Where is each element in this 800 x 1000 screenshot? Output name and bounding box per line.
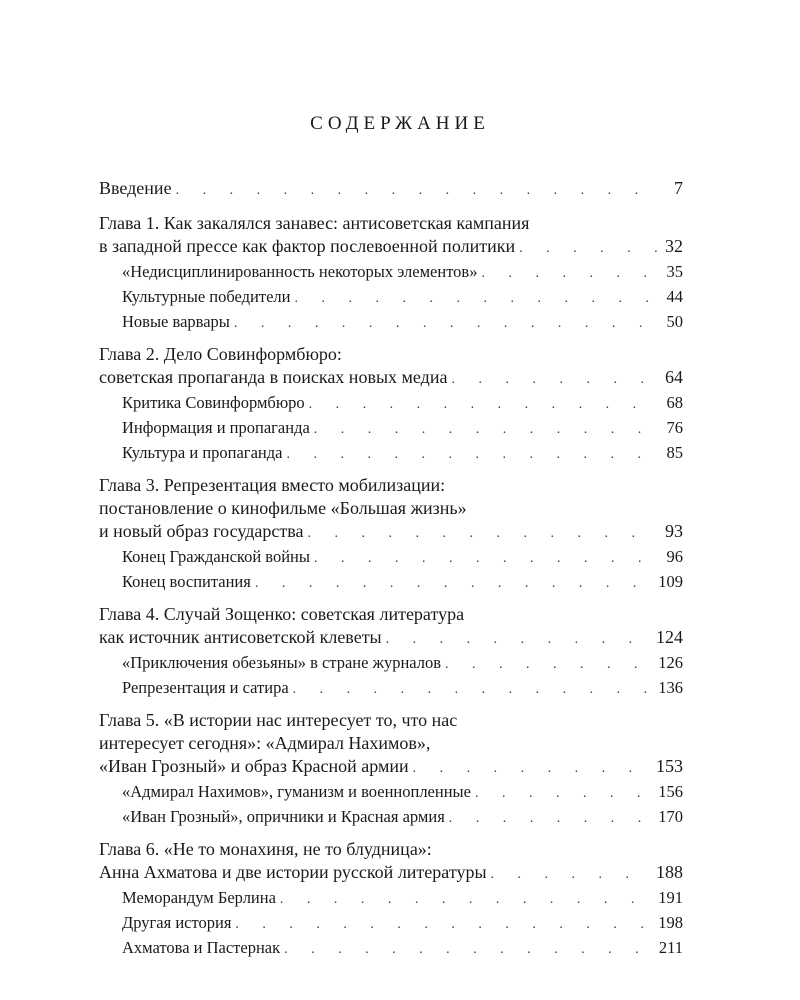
toc-chapter-2: [99, 343, 683, 466]
dot-leader: [255, 572, 654, 595]
toc-page-number: 44: [666, 287, 683, 306]
chapter-title-line[interactable]: Глава 5. «В истории нас интересует то, что нас: [99, 710, 458, 730]
toc-entry-chapter[interactable]: [99, 366, 683, 391]
toc-entry-label: Введение: [99, 178, 172, 198]
toc-entry-section[interactable]: [99, 260, 683, 285]
section-title: «Адмирал Нахимов», гуманизм и военнопленные: [122, 782, 471, 801]
toc-entry-section[interactable]: [99, 285, 683, 310]
section-title: «Приключения обезьяны» в стране журналов: [122, 653, 442, 672]
toc-page-number: 188: [656, 862, 683, 882]
toc-chapter-3: [99, 474, 683, 595]
section-title: Репрезентация и сатира: [122, 678, 289, 697]
toc-entry-section[interactable]: [99, 886, 683, 911]
section-title: Конец Гражданской войны: [122, 547, 310, 566]
toc-entry-section[interactable]: [99, 676, 683, 701]
toc-page-number: 68: [666, 393, 683, 412]
dot-leader: [481, 262, 659, 285]
toc-page-number: 76: [666, 418, 683, 437]
toc-entry-section[interactable]: [99, 441, 683, 466]
table-of-contents: [99, 177, 683, 969]
toc-entry-chapter[interactable]: [99, 235, 683, 260]
dot-leader: [284, 938, 655, 961]
toc-page-number: 96: [666, 547, 683, 566]
toc-chapter-5: [99, 709, 683, 830]
section-title: Культурные победители: [122, 287, 291, 306]
toc-entry-section[interactable]: [99, 545, 683, 570]
toc-page-number: 64: [665, 367, 683, 387]
toc-entry-section[interactable]: [99, 911, 683, 936]
toc-page-number: 109: [658, 572, 683, 591]
toc-entry-section[interactable]: [99, 651, 683, 676]
toc-page-number: 136: [658, 678, 683, 697]
toc-page-number: 50: [666, 312, 683, 331]
dot-leader: [294, 287, 659, 310]
section-title: Культура и пропаганда: [122, 443, 283, 462]
section-title: Меморандум Берлина: [122, 888, 276, 907]
toc-page-number: 191: [658, 888, 683, 907]
toc-page-number: 124: [656, 627, 683, 647]
chapter-title-line[interactable]: постановление о кинофильме «Большая жизнь»: [99, 498, 467, 518]
toc-page-number: 85: [666, 443, 683, 462]
dot-leader: [286, 443, 659, 466]
dot-leader: [475, 782, 654, 805]
dot-leader: [386, 628, 652, 651]
toc-page-number: 35: [666, 262, 683, 281]
dot-leader: [235, 913, 654, 936]
toc-entry-chapter[interactable]: [99, 755, 683, 780]
chapter-title-line: и новый образ государства: [99, 521, 304, 541]
toc-page-number: 32: [665, 236, 683, 256]
toc-entry-section[interactable]: [99, 936, 683, 961]
toc-chapter-6: [99, 838, 683, 961]
chapter-title-line: в западной прессе как фактор послевоенной политики: [99, 236, 516, 256]
toc-entry-section[interactable]: [99, 805, 683, 830]
toc-entry-chapter[interactable]: [99, 626, 683, 651]
section-title: «Недисциплинированность некоторых элементов»: [122, 262, 478, 281]
toc-entry-section[interactable]: [99, 416, 683, 441]
chapter-title-line: Анна Ахматова и две истории русской литературы: [99, 862, 487, 882]
dot-leader: [309, 393, 659, 416]
chapter-title-line[interactable]: Глава 6. «Не то монахиня, не то блудница»:: [99, 839, 432, 859]
dot-leader: [234, 312, 659, 335]
dot-leader: [491, 863, 652, 886]
dot-leader: [293, 678, 655, 701]
dot-leader: [413, 757, 652, 780]
chapter-title-line[interactable]: Глава 1. Как закалялся занавес: антисоветская кампания: [99, 213, 530, 233]
toc-entry-section[interactable]: [99, 310, 683, 335]
dot-leader: [451, 368, 659, 391]
toc-intro: [99, 177, 683, 202]
toc-page-number: 211: [658, 938, 683, 957]
chapter-title-line[interactable]: Глава 3. Репрезентация вместо мобилизации:: [99, 475, 446, 495]
toc-chapter-4: [99, 603, 683, 701]
dot-leader: [176, 179, 659, 202]
toc-page-number: 156: [658, 782, 683, 801]
section-title: Критика Совинформбюро: [122, 393, 305, 412]
chapter-title-line: как источник антисоветской клеветы: [99, 627, 382, 647]
toc-entry-section[interactable]: [99, 780, 683, 805]
section-title: «Иван Грозный», опричники и Красная армия: [122, 807, 445, 826]
section-title: Конец воспитания: [122, 572, 251, 591]
toc-entry-section[interactable]: [99, 570, 683, 595]
dot-leader: [445, 653, 654, 676]
section-title: Информация и пропаганда: [122, 418, 310, 437]
toc-entry-intro[interactable]: [99, 177, 683, 202]
chapter-title-line[interactable]: Глава 2. Дело Совинформбюро:: [99, 344, 342, 364]
toc-entry-chapter[interactable]: [99, 861, 683, 886]
chapter-title-line[interactable]: интересует сегодня»: «Адмирал Нахимов»,: [99, 733, 431, 753]
dot-leader: [449, 807, 654, 830]
section-title: Новые варвары: [122, 312, 230, 331]
chapter-title-line: «Иван Грозный» и образ Красной армии: [99, 756, 409, 776]
toc-page-number: 198: [658, 913, 683, 932]
chapter-title-line[interactable]: Глава 4. Случай Зощенко: советская литература: [99, 604, 465, 624]
toc-entry-section[interactable]: [99, 391, 683, 416]
toc-page-number: 93: [665, 521, 683, 541]
toc-page-number: 153: [656, 756, 683, 776]
dot-leader: [519, 237, 659, 260]
section-title: Другая история: [122, 913, 232, 932]
dot-leader: [314, 547, 659, 570]
dot-leader: [308, 522, 659, 545]
toc-page-number: 7: [674, 178, 683, 198]
toc-entry-chapter[interactable]: [99, 520, 683, 545]
dot-leader: [280, 888, 654, 911]
dot-leader: [314, 418, 659, 441]
chapter-title-line: советская пропаганда в поисках новых медиа: [99, 367, 448, 387]
toc-page-number: 126: [658, 653, 683, 672]
page-title: СОДЕРЖАНИЕ: [310, 113, 490, 134]
section-title: Ахматова и Пастернак: [122, 938, 281, 957]
toc-page-number: 170: [658, 807, 683, 826]
toc-chapter-1: [99, 212, 683, 335]
